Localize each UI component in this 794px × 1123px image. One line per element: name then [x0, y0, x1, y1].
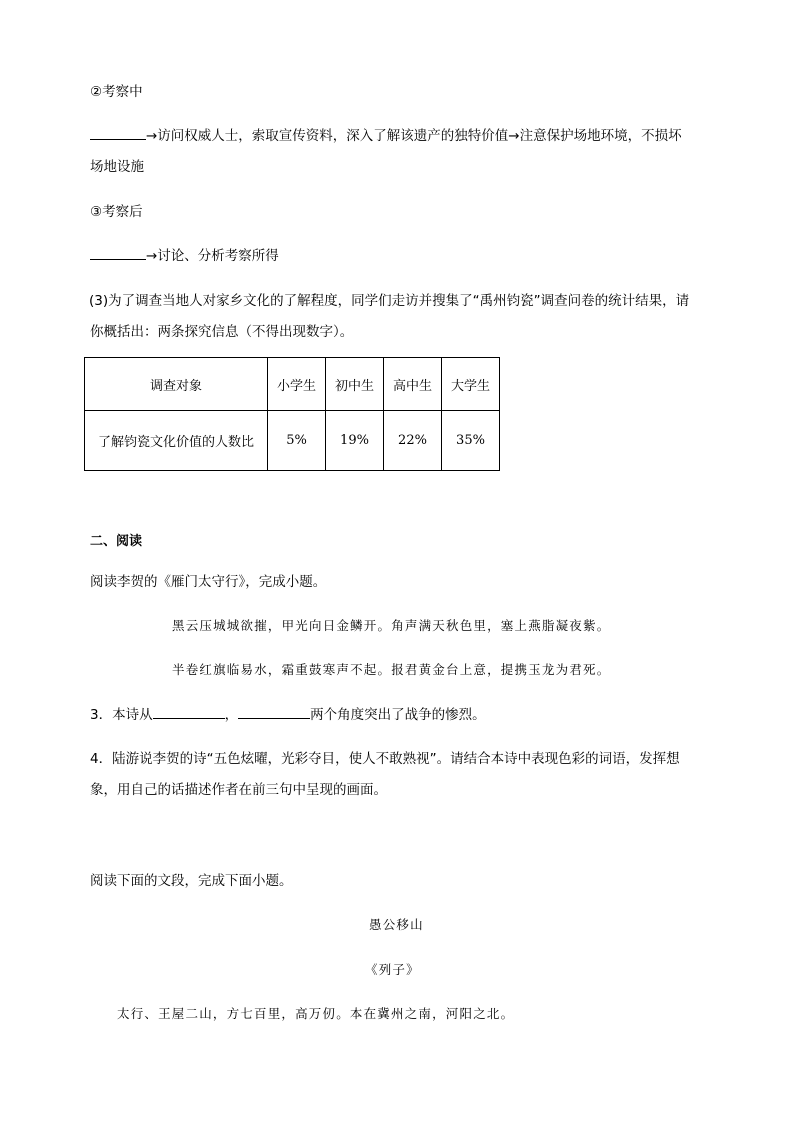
step2-line1: [90, 126, 682, 146]
table-header-cell: 高中生: [384, 358, 442, 411]
step3-text: →讨论、分析考察所得: [146, 248, 279, 264]
poem-line-1: 黑云压城城欲摧，甲光向日金鳞开。角声满天秋色里，塞上燕脂凝夜紫。: [172, 618, 611, 633]
question-3-prefix: 3．本诗从: [90, 707, 153, 723]
reading-intro-2: 阅读下面的文段，完成下面小题。: [90, 873, 293, 889]
step2-text: →访问权威人士，索取宣传资料，深入了解该遗产的独特价值→注意保护场地环境，不损坏: [146, 128, 682, 144]
question-4-line1: 4．陆游说李贺的诗“五色炫曜，光彩夺目，使人不敢熟视”。请结合本诗中表现色彩的词语，发挥想: [90, 751, 680, 767]
table-row-label: 了解钧瓷文化价值的人数比: [85, 411, 268, 471]
text-title: 愚公移山: [369, 917, 424, 932]
question-3-line1: (3)为了调查当地人对家乡文化的了解程度，同学们走访并搜集了“禹州钧瓷”调查问卷的统计结果，请: [89, 293, 690, 309]
step2-line2: 场地设施: [90, 159, 144, 175]
poem-line-2: 半卷红旗临易水，霜重鼓寒声不起。报君黄金台上意，提携玉龙为君死。: [172, 662, 611, 677]
answer-blank[interactable]: [90, 247, 146, 260]
table-row: [85, 411, 500, 471]
table-cell: 22%: [384, 411, 442, 471]
text-line-1: 太行、王屋二山，方七百里，高万仞。本在冀州之南，河阳之北。: [117, 1006, 515, 1021]
question-4-line2: 象，用自己的话描述作者在前三句中呈现的画面。: [90, 782, 387, 798]
question-3: [90, 705, 486, 725]
table-cell: 19%: [326, 411, 384, 471]
text-source: 《列子》: [365, 962, 420, 977]
step3-line: [90, 246, 279, 266]
question-3-line2: 你概括出：两条探究信息（不得出现数字）。: [90, 324, 354, 340]
table-header-cell: 大学生: [442, 358, 500, 411]
question-3-mid: ，: [224, 707, 239, 723]
answer-blank[interactable]: [90, 127, 146, 140]
step2-heading: ②考察中: [90, 84, 143, 100]
table-header-row: [85, 358, 500, 411]
reading-intro: 阅读李贺的《雁门太守行》，完成小题。: [90, 574, 327, 590]
question-3-suffix: 两个角度突出了战争的惨烈。: [310, 707, 486, 723]
survey-table: [84, 357, 500, 471]
answer-blank[interactable]: [238, 706, 310, 719]
table-cell: 35%: [442, 411, 500, 471]
table-cell: 5%: [268, 411, 326, 471]
section-heading: 二、阅读: [90, 534, 143, 549]
step3-heading: ③考察后: [90, 204, 143, 220]
table-header-cell: 调查对象: [85, 358, 268, 411]
table-header-cell: 小学生: [268, 358, 326, 411]
table-header-cell: 初中生: [326, 358, 384, 411]
answer-blank[interactable]: [153, 706, 225, 719]
